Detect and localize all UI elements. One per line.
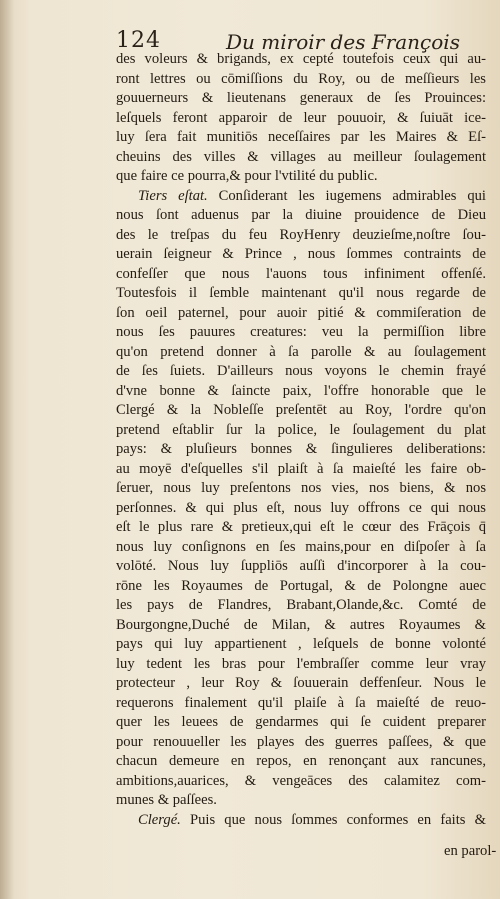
text-span: Conſiderant les iugemens admirables qui	[207, 187, 486, 204]
text-line: de ſes ſuiets. D'ailleurs nous voyons le chemin frayé	[116, 363, 486, 379]
text-line: confeſſer que nous l'auons tous infiniment offenſé.	[116, 265, 486, 282]
marginal-speaker-label: Tiers eſtat.	[138, 187, 208, 204]
text-line: quer les leuees de gendarmes qui ſe cuident preparer	[116, 714, 486, 730]
text-line: Bourgongne,Duché de Milan, & autres Royaumes &	[116, 616, 486, 633]
text-line: munes & paſſees.	[116, 792, 217, 808]
text-line: eſt le plus rare & pretieux,qui eſt le cœur des Frāçois q̄	[116, 519, 486, 535]
text-line: luy tedent les bras pour l'embraſſer comme leur vray	[116, 655, 486, 672]
text-line: que faire ce pourra,& pour l'vtilité du public.	[116, 168, 378, 184]
text-line: les pays de Flandres, Brabant,Olande,&c. Comté de	[116, 597, 486, 613]
text-line: pays: & pluſieurs bonnes & ſingulieres deliberations:	[116, 441, 486, 457]
text-line: gouuerneurs & lieutenans generaux de ſes Prouinces:	[116, 90, 486, 106]
text-line: pays qui luy appartienent , leſquels de bonne volonté	[116, 636, 486, 652]
text-line: d'vne bonne & ſaincte paix, l'offre honorable que le	[116, 382, 486, 399]
text-line: ſeruer, nous luy preſentons nos vies, nos biens, & nos	[116, 480, 486, 496]
text-span: Puis que nous ſommes conformes en faits &	[180, 811, 486, 828]
paragraph-start	[116, 187, 486, 207]
text-line: chacun demeure en repos, en renonçant aux rancunes,	[116, 753, 486, 769]
text-line: luy ſera fait munitiōs neceſſaires par les Maires & Eſ-	[116, 129, 486, 145]
text-line: nous luy conſignons en ſes mains,pour en diſpoſer à ſa	[116, 538, 486, 555]
catchword: en parol-	[444, 843, 497, 859]
text-line: Clergé & la Nobleſſe preſentēt au Roy, l'ordre qu'on	[116, 402, 486, 418]
text-line: au moyē d'eſquelles s'il plaiſt à ſa maieſté les faire ob-	[116, 460, 486, 477]
running-title: Du miroir des François	[226, 30, 460, 54]
page-number: 124	[116, 28, 161, 53]
text-line: cheuins des villes & villages au meilleur ſoulagement	[116, 148, 486, 165]
text-line: ambitions,auarices, & vengeāces des calamitez com-	[116, 772, 486, 789]
text-line: uerain ſeigneur & Prince , nous ſommes contraints de	[116, 246, 486, 262]
text-line: qu'on pretend donner à ſa parolle & au ſoulagement	[116, 343, 486, 360]
text-line: nous ſes pauures creatures: veu la permiſſion libre	[116, 324, 486, 340]
marginal-speaker-label: Clergé.	[138, 811, 181, 828]
text-line: Toutesfois il ſemble maintenant qu'il nous regarde de	[116, 285, 486, 301]
text-line: pretend eſtablir ſur la police, le ſoulagement du plat	[116, 421, 486, 438]
text-line: perſonnes. & qui plus eſt, nous luy offrons ce qui nous	[116, 499, 486, 516]
text-line: ſon oeil paternel, pour auoir pitié & commiſeration de	[116, 304, 486, 321]
paragraph-start	[116, 811, 486, 831]
text-line: des voleurs & brigands, ex cepté toutefois ceux qui au-	[116, 51, 486, 67]
text-line: leſquels feront apparoir de leur pouuoir, & ſuiuāt ice-	[116, 109, 486, 126]
text-line: volōté. Nous luy ſuppliōs auſſi d'incorporer à la cou-	[116, 558, 486, 574]
text-line: requerons finalement qu'il plaiſe à ſa maieſté de reuo-	[116, 694, 486, 711]
text-line: ront lettres ou cōmiſſions du Roy, ou de meſſieurs les	[116, 70, 486, 87]
text-line: des le treſpas du feu RoyHenry deuzieſme,noſtre ſou-	[116, 226, 486, 243]
text-line: pour renouueller les playes des guerres paſſees, & que	[116, 733, 486, 750]
text-line: protecteur , leur Roy & ſouuerain deffenſeur. Nous le	[116, 675, 486, 691]
text-line: nous ſont aduenus par la diuine prouidence de Dieu	[116, 207, 486, 223]
body-text	[116, 50, 486, 830]
text-line: rōne les Royaumes de Portugal, & de Polongne auec	[116, 577, 486, 594]
